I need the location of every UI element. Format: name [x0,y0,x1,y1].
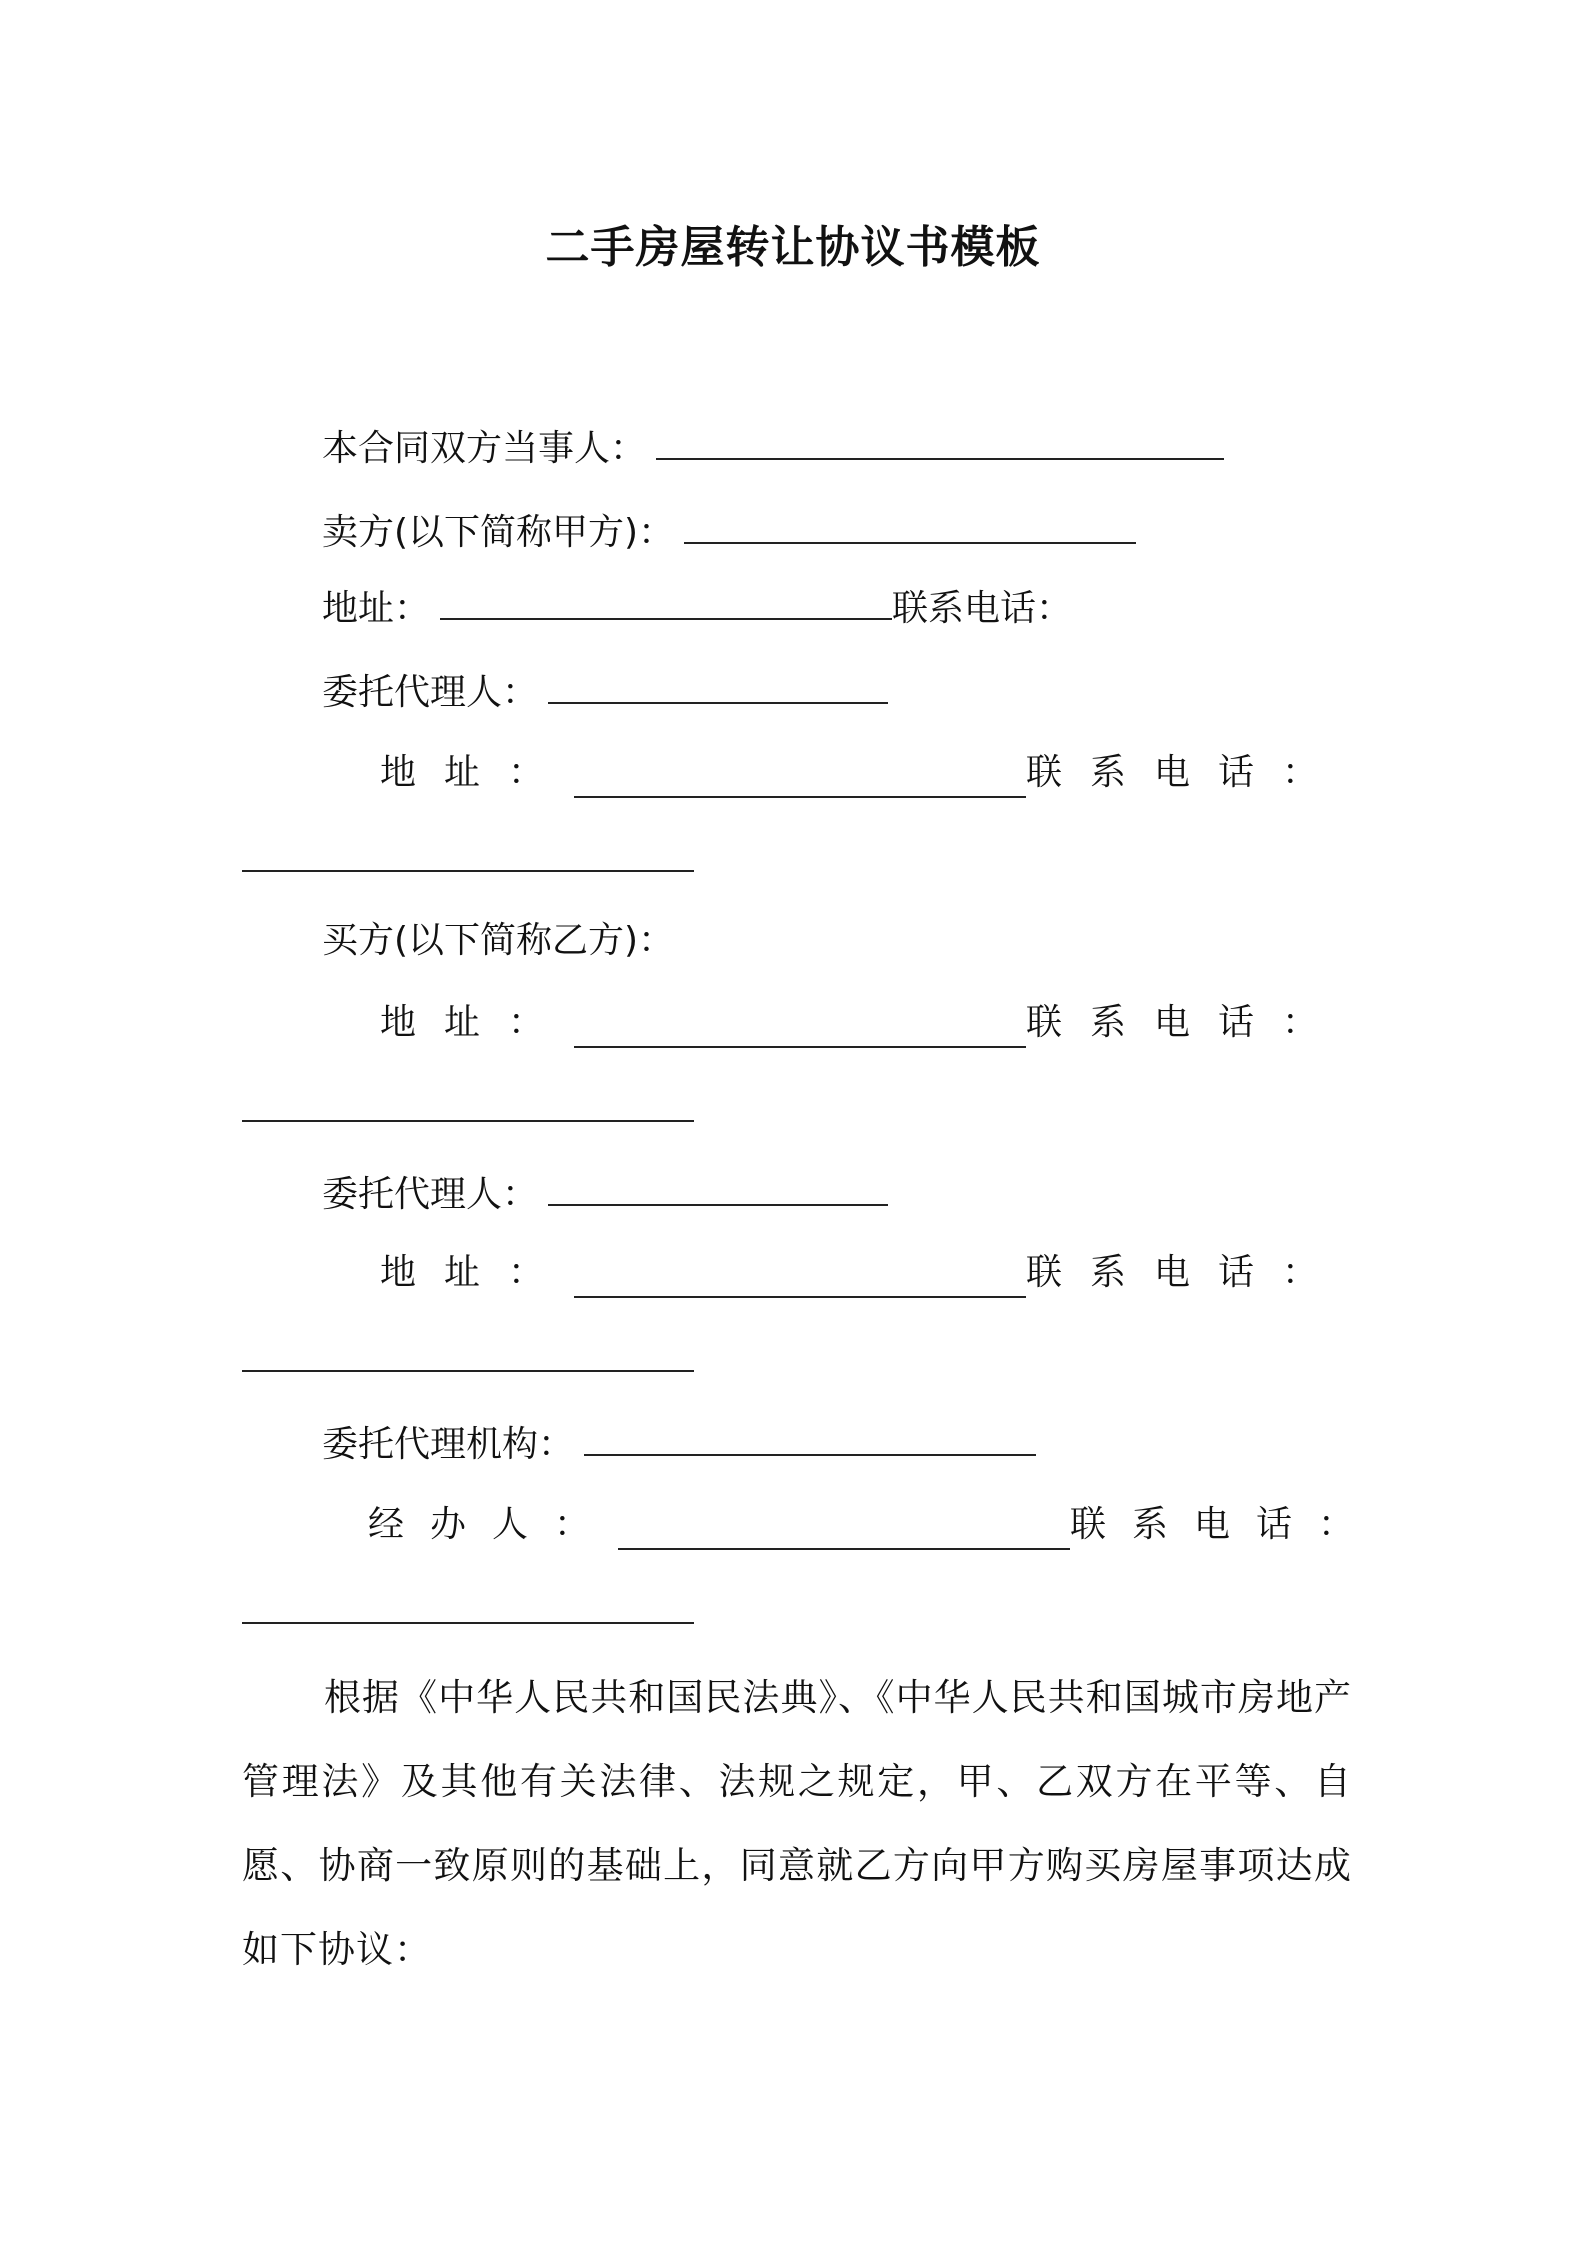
seller-agent-phone-continuation [242,832,694,886]
buyer-agent-phone-continuation [242,1332,694,1386]
seller-address-blank[interactable] [440,580,892,620]
seller-phone-label: 联系电话： [892,588,1073,629]
handler-label: 经办人： [368,1504,617,1545]
buyer-agent-phone-label: 联系电话： [1026,1252,1347,1293]
agency-label: 委托代理机构： [322,1424,575,1465]
handler-phone-label: 联系电话： [1070,1504,1381,1545]
buyer-phone-continuation [242,1082,694,1136]
seller-agent-address-label: 地址： [380,752,573,793]
seller-label: 卖方(以下简称甲方)： [322,512,675,553]
body-paragraph: 根据《中华人民共和国民法典》、《中华人民共和国城市房地产管理法》及其他有关法律、法规之规定，甲、乙双方在平等、自愿、协商一致原则的基础上，同意就乙方向甲方购买房屋事项达成如下协议： [242,1676,1352,1971]
handler-phone-continuation [242,1584,694,1638]
seller-agent-address-line [380,748,1346,798]
buyer-agent-address-blank[interactable] [574,1258,1026,1298]
seller-agent-phone-blank[interactable] [242,832,694,872]
handler-blank[interactable] [618,1510,1070,1550]
parties-blank[interactable] [656,420,1224,460]
seller-agent-line [322,664,888,718]
buyer-phone-blank[interactable] [242,1082,694,1122]
buyer-agent-address-label: 地址： [380,1252,573,1293]
handler-line [368,1500,1380,1550]
buyer-agent-label: 委托代理人： [322,1174,539,1215]
document-title: 二手房屋转让协议书模板 [545,222,1041,273]
seller-agent-address-blank[interactable] [574,758,1026,798]
buyer-agent-address-line [380,1248,1346,1298]
seller-address-line [322,580,1072,634]
buyer-address-line [380,998,1346,1048]
seller-agent-blank[interactable] [548,664,888,704]
buyer-phone-label: 联系电话： [1026,1002,1347,1043]
seller-agent-label: 委托代理人： [322,672,539,713]
seller-agent-phone-label: 联系电话： [1026,752,1347,793]
buyer-agent-phone-blank[interactable] [242,1332,694,1372]
seller-line [322,504,1136,558]
parties-label: 本合同双方当事人： [322,428,647,469]
handler-phone-blank[interactable] [242,1584,694,1624]
seller-blank[interactable] [684,504,1136,544]
buyer-agent-blank[interactable] [548,1166,888,1206]
buyer-address-blank[interactable] [574,1008,1026,1048]
agency-blank[interactable] [584,1416,1036,1456]
parties-line [322,420,1224,474]
buyer-line [322,916,674,966]
seller-address-label: 地址： [322,588,431,629]
buyer-address-label: 地址： [380,1002,573,1043]
agency-line [322,1416,1036,1470]
buyer-label: 买方(以下简称乙方)： [322,920,675,961]
buyer-agent-line [322,1166,888,1220]
